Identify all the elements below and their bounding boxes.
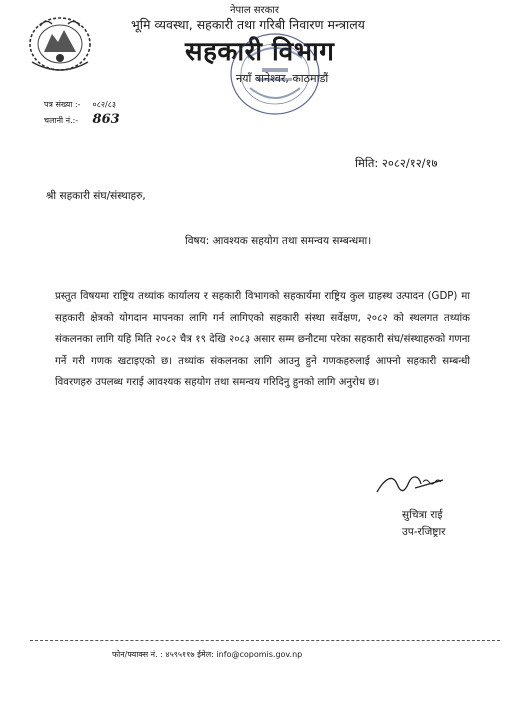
letter-number-value: ०८२/८३ xyxy=(92,100,117,109)
recipient: श्री सहकारी संघ/संस्थाहरु, xyxy=(46,190,146,202)
footer-contact: फोन/फ्याक्स नं. : ४५९५११७ ईमेल: info@copomis.gov.np xyxy=(112,650,303,659)
dispatch-number-label: चलानी नं.:- xyxy=(44,116,79,125)
letter-number xyxy=(44,99,116,110)
letter-body: प्रस्तुत विषयमा राष्ट्रिय तथ्यांक कार्यालय र सहकारी विभागको सहकार्यमा राष्ट्रिय कुल ग्राहस्थ उत्पादन (GDP) मा सहकारी क्षेत्रको योगदान मापनका लागि गर्न लागिएको सहकारी संस्था सर्वेक्षण, २०८२ को स्थलगत तथ्यांक संकलनका लागि यहि मिति २०८२ चैत्र १९ देखि २०८३ असार सम्म छनौटमा परेका सहकारी संघ/संस्थाहरुको गणना गर्ने गरी गणक खटाइएको छ। तथ्यांक संकलनका लागि आउनु हुने गणकहरुलाई आफ्नो सहकारी सम्बन्धी विवरणहरु उपलब्ध गराई आवश्यक सहयोग तथा समन्वय गरिदिनु हुनको लागि अनुरोध छ। xyxy=(55,291,470,389)
office-stamp xyxy=(226,28,324,120)
letter-date: मिति: २०८२/१२/१७ xyxy=(355,156,438,170)
office-location: नयाँ बानेश्वर, काठमाडौं xyxy=(236,72,329,85)
footer-divider xyxy=(30,640,500,641)
dispatch-number xyxy=(44,112,120,127)
ministry-name: भूमि व्यवस्था, सहकारी तथा गरिबी निवारण मन्त्रालय xyxy=(131,17,365,32)
nepal-emblem-icon xyxy=(22,12,98,76)
signatory-title: उप-रजिष्ट्रार xyxy=(402,526,446,538)
letter-number-label: पत्र संख्या :- xyxy=(44,100,81,109)
signatory-name: सुचित्रा राई xyxy=(402,509,443,521)
department-name: सहकारी विभाग xyxy=(185,37,335,67)
signature-icon xyxy=(375,470,445,498)
dispatch-number-value: 863 xyxy=(92,112,120,127)
government-name: नेपाल सरकार xyxy=(230,5,279,16)
subject-line: विषय: आवश्यक सहयोग तथा समन्वय सम्बन्धमा। xyxy=(185,235,372,247)
